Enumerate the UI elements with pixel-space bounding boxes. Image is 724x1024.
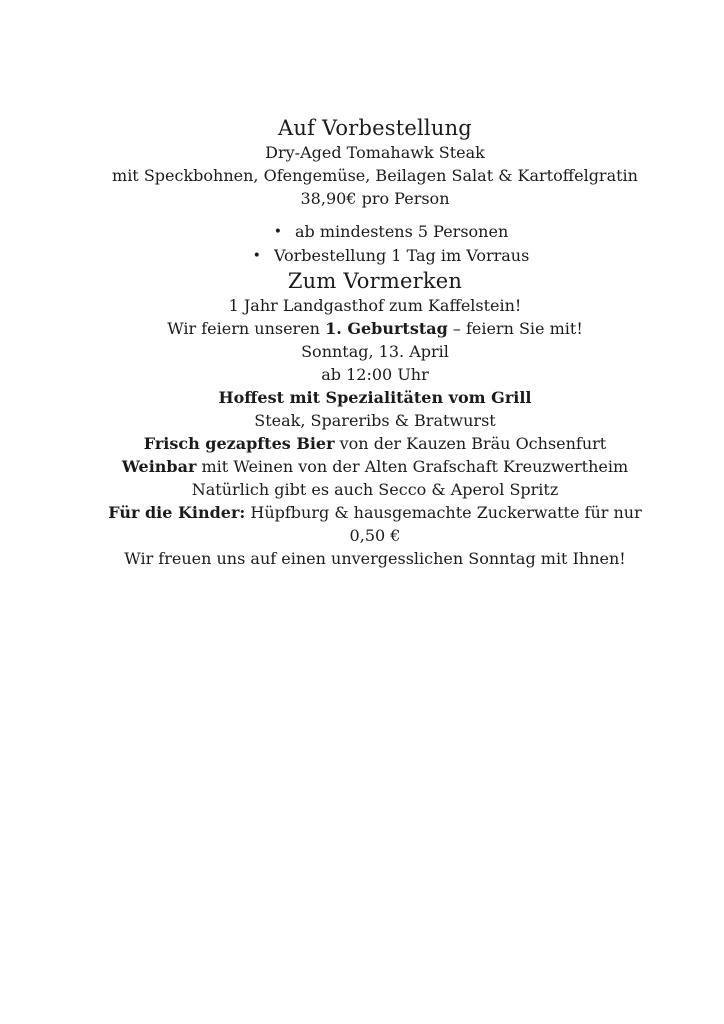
preorder-condition-lead-time: Vorbestellung 1 Tag im Vorraus — [273, 246, 530, 265]
bullet-icon: • — [273, 224, 283, 240]
kids-bold: Für die Kinder: — [108, 503, 246, 522]
birthday-bold: 1. Geburtstag — [325, 319, 448, 338]
preorder-heading: Auf Vorbestellung — [278, 116, 472, 140]
wine-bold: Weinbar — [121, 457, 197, 476]
preorder-price: 38,90€ pro Person — [300, 189, 450, 208]
anniversary-title: 1 Jahr Landgasthof zum Kaffelstein! — [228, 296, 522, 315]
beer-rest: von der Kauzen Bräu Ochsenfurt — [334, 434, 607, 453]
event-title: Hoffest mit Spezialitäten vom Grill — [218, 388, 532, 407]
kids-block — [40, 501, 710, 547]
wine-rest: mit Weinen von der Alten Grafschaft Kreuzwertheim — [196, 457, 629, 476]
closing-line: Wir freuen uns auf einen unvergesslichen Sonntag mit Ihnen! — [124, 549, 626, 568]
beer-bold: Frisch gezapftes Bier — [143, 434, 335, 453]
preorder-item-title: Dry-Aged Tomahawk Steak — [265, 143, 485, 162]
event-subtitle: Steak, Spareribs & Bratwurst — [254, 411, 496, 430]
kids-price: 0,50 € — [349, 526, 401, 545]
event-datetime — [40, 340, 710, 386]
birthday-suffix: – feiern Sie mit! — [447, 319, 583, 338]
event-time: ab 12:00 Uhr — [321, 365, 429, 384]
secco-line: Natürlich gibt es auch Secco & Aperol Spritz — [191, 480, 559, 499]
list-item — [72, 220, 710, 244]
kids-rest: Hüpfburg & hausgemachte Zuckerwatte für nur — [245, 503, 642, 522]
list-item — [72, 244, 710, 268]
preorder-condition-min-persons: ab mindestens 5 Personen — [295, 222, 509, 241]
preorder-conditions-list — [40, 220, 710, 268]
announcement-heading: Zum Vormerken — [287, 269, 463, 293]
birthday-line — [40, 317, 710, 340]
preorder-item-description: mit Speckbohnen, Ofengemüse, Beilagen Salat & Kartoffelgratin — [112, 166, 638, 185]
beer-line — [144, 434, 606, 453]
birthday-prefix: Wir feiern unseren — [167, 319, 326, 338]
bullet-icon: • — [252, 248, 261, 264]
kids-line — [108, 503, 642, 522]
drinks-block — [40, 432, 710, 501]
event-block — [40, 386, 710, 432]
wine-line — [122, 457, 628, 476]
event-date: Sonntag, 13. April — [301, 342, 449, 361]
